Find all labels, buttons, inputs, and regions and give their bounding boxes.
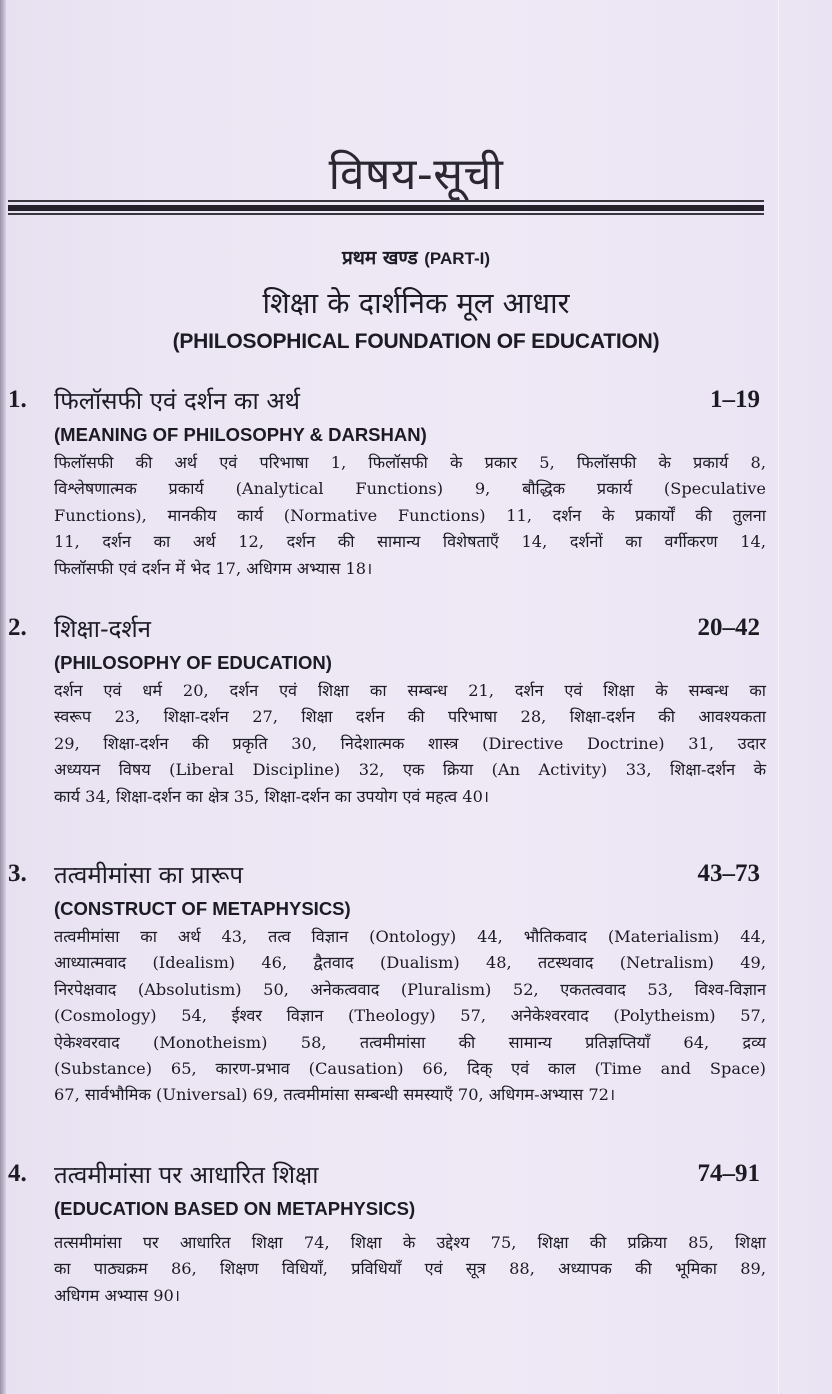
- chapter-topics: [54, 1230, 766, 1309]
- chapter-topics: [54, 678, 766, 810]
- topic-line: फिलॉसफी एवं दर्शन में भेद 17, अधिगम अभ्यास 18।: [54, 558, 373, 578]
- chapter-page-range: 20–42: [697, 614, 760, 641]
- toc-chapter-2[interactable]: [0, 614, 832, 810]
- chapter-number: 4.: [8, 1160, 27, 1187]
- part-label: [0, 244, 832, 270]
- topic-line: स्वरूप 23, शिक्षा-दर्शन 27, शिक्षा दर्शन की परिभाषा 28, शिक्षा-दर्शन की आवश्यकता: [54, 707, 766, 727]
- topic-line: Functions), मानकीय कार्य (Normative Functions) 11, दर्शन के प्रकार्यों की तुलना: [54, 505, 766, 525]
- chapter-topics: [54, 924, 766, 1109]
- toc-chapter-3[interactable]: [0, 860, 832, 1109]
- chapter-number: 3.: [8, 860, 27, 887]
- part-label-hindi: प्रथम खण्ड: [341, 247, 418, 269]
- topic-line: दर्शन एवं धर्म 20, दर्शन एवं शिक्षा का सम्बन्ध 21, दर्शन एवं शिक्षा के सम्बन्ध का: [54, 681, 766, 700]
- topic-line: अधिगम अभ्यास 90।: [54, 1285, 180, 1305]
- chapter-page-range: 1–19: [710, 386, 760, 413]
- topic-line: निरपेक्षवाद (Absolutism) 50, अनेकत्ववाद (Pluralism) 52, एकतत्ववाद 53, विश्व-विज्ञान: [54, 979, 766, 999]
- title-rule-divider: [8, 200, 764, 216]
- chapter-page-range: 43–73: [697, 860, 760, 887]
- toc-chapter-1[interactable]: [0, 386, 832, 582]
- rule-thick: [8, 205, 764, 211]
- topic-line: 29, शिक्षा-दर्शन की प्रकृति 30, निदेशात्मक शास्त्र (Directive Doctrine) 31, उदार: [54, 733, 766, 753]
- chapter-title-english: (EDUCATION BASED ON METAPHYSICS): [54, 1198, 416, 1219]
- chapter-page-range: 74–91: [697, 1160, 760, 1187]
- chapter-title-hindi: तत्वमीमांसा का प्रारूप: [54, 861, 244, 889]
- part-label-english: (PART-I): [424, 249, 491, 268]
- rule-thin-bottom: [8, 213, 764, 215]
- chapter-title-english: (PHILOSOPHY OF EDUCATION): [54, 652, 332, 673]
- chapter-number: 1.: [8, 386, 27, 413]
- topic-line: (Cosmology) 54, ईश्वर विज्ञान (Theology) 57, अनेकेश्वरवाद (Polytheism) 57,: [54, 1006, 766, 1026]
- topic-line: 67, सार्वभौमिक (Universal) 69, तत्वमीमांसा सम्बन्धी समस्याएँ 70, अधिगम-अभ्यास 72।: [54, 1085, 616, 1105]
- part-title-hindi: शिक्षा के दार्शनिक मूल आधार: [262, 286, 570, 320]
- chapter-heading: [0, 860, 832, 894]
- topic-line: तत्वमीमांसा का अर्थ 43, तत्व विज्ञान (Ontology) 44, भौतिकवाद (Materialism) 44,: [54, 927, 766, 946]
- page-title: विषय-सूची: [328, 149, 504, 200]
- topic-line: अध्ययन विषय (Liberal Discipline) 32, एक क्रिया (An Activity) 33, शिक्षा-दर्शन के: [54, 760, 766, 780]
- chapter-number: 2.: [8, 614, 27, 641]
- chapter-topics: [54, 450, 766, 582]
- chapter-heading: [0, 386, 832, 420]
- topic-line: फिलॉसफी की अर्थ एवं परिभाषा 1, फिलॉसफी के प्रकार 5, फिलॉसफी के प्रकार्य 8,: [54, 453, 766, 472]
- chapter-title-hindi: फिलॉसफी एवं दर्शन का अर्थ: [54, 387, 300, 415]
- topic-line: कार्य 34, शिक्षा-दर्शन का क्षेत्र 35, शिक्षा-दर्शन का उपयोग एवं महत्व 40।: [54, 786, 490, 806]
- chapter-title-english: (CONSTRUCT OF METAPHYSICS): [54, 898, 351, 919]
- chapter-title-hindi: तत्वमीमांसा पर आधारित शिक्षा: [54, 1161, 319, 1189]
- chapter-heading: [0, 1160, 832, 1194]
- topic-line: 11, दर्शन का अर्थ 12, दर्शन की सामान्य विशेषताएँ 14, दर्शनों का वर्गीकरण 14,: [54, 532, 766, 552]
- chapter-heading: [0, 614, 832, 648]
- topic-line: विश्लेषणात्मक प्रकार्य (Analytical Functions) 9, बौद्धिक प्रकार्य (Speculative: [54, 479, 766, 499]
- topic-line: ऐकेश्वरवाद (Monotheism) 58, तत्वमीमांसा की सामान्य प्रतिज्ञप्तियाँ 64, द्रव्य: [54, 1032, 766, 1052]
- chapter-title-hindi: शिक्षा-दर्शन: [54, 615, 152, 643]
- rule-thin-top: [8, 200, 764, 202]
- topic-line: का पाठ्यक्रम 86, शिक्षण विधियाँ, प्रविधियाँ एवं सूत्र 88, अध्यापक की भूमिका 89,: [54, 1259, 766, 1279]
- topic-line: (Substance) 65, कारण-प्रभाव (Causation) 66, दिक् एवं काल (Time and Space): [54, 1059, 766, 1079]
- topic-line: तत्समीमांसा पर आधारित शिक्षा 74, शिक्षा के उद्देश्य 75, शिक्षा की प्रक्रिया 85, शिक्षा: [54, 1233, 766, 1252]
- chapter-title-english: (MEANING OF PHILOSOPHY & DARSHAN): [54, 424, 427, 445]
- toc-chapter-4[interactable]: [0, 1160, 832, 1309]
- part-title-english: (PHILOSOPHICAL FOUNDATION OF EDUCATION): [172, 330, 660, 353]
- topic-line: आध्यात्मवाद (Idealism) 46, द्वैतवाद (Dualism) 48, तटस्थवाद (Netralism) 49,: [54, 953, 766, 973]
